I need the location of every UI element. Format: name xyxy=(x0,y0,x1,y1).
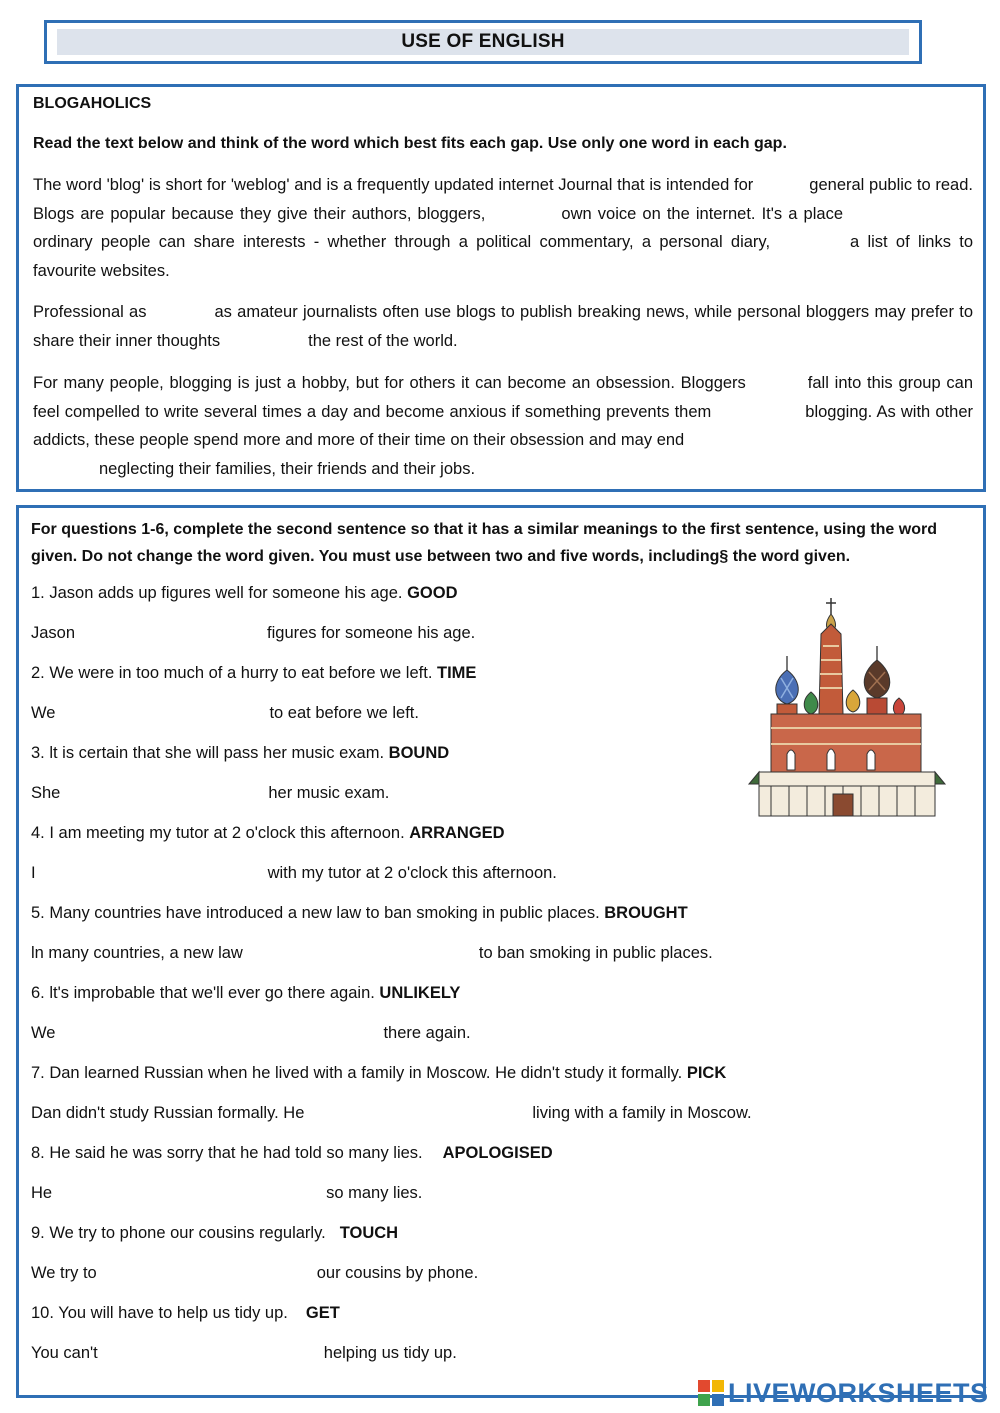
logo-icon xyxy=(698,1380,724,1406)
question-3 xyxy=(31,744,449,763)
question-8 xyxy=(31,1144,553,1163)
answer-start: Jason xyxy=(31,624,76,642)
liveworksheets-logo xyxy=(698,1377,989,1409)
answer-start: You can't xyxy=(31,1344,98,1362)
answer-end: to ban smoking in public places. xyxy=(478,944,713,962)
question-2 xyxy=(31,664,476,683)
answer-start: Dan didn't study Russian formally. He xyxy=(31,1104,305,1122)
text-span: a list of links to favourite websites. xyxy=(33,233,973,280)
answer-10 xyxy=(31,1344,457,1363)
answer-3 xyxy=(31,784,389,803)
answer-start: We xyxy=(31,704,56,722)
question-5 xyxy=(31,904,688,923)
answer-2 xyxy=(31,704,419,723)
answer-end: there again. xyxy=(383,1024,471,1042)
question-text: 8. He said he was sorry that he had told so many lies. xyxy=(31,1144,423,1162)
question-text: 5. Many countries have introduced a new law to ban smoking in public places. xyxy=(31,904,600,922)
answer-5 xyxy=(31,944,713,963)
keyword: GET xyxy=(305,1304,340,1322)
transformations-section xyxy=(16,505,986,1398)
answer-end: so many lies. xyxy=(326,1184,423,1202)
keyword: PICK xyxy=(686,1064,727,1082)
text-span: ordinary people can share interests - whether through a political commentary, a personal diary, xyxy=(33,233,771,252)
answer-end: helping us tidy up. xyxy=(323,1344,457,1362)
question-6 xyxy=(31,984,460,1003)
text-span: The word 'blog' is short for 'weblog' and is a frequently updated internet Journal that is intended for xyxy=(33,176,754,194)
text-span: Professional as xyxy=(33,303,147,321)
question-text: 2. We were in too much of a hurry to eat before we left. xyxy=(31,664,433,682)
answer-start: We try to xyxy=(31,1264,97,1282)
keyword: UNLIKELY xyxy=(379,984,461,1002)
answer-end: our cousins by phone. xyxy=(316,1264,479,1282)
question-text: 4. I am meeting my tutor at 2 o'clock this afternoon. xyxy=(31,824,405,842)
answer-6 xyxy=(31,1024,471,1043)
text-span: as amateur journalists often use blogs to publish breaking news, while personal bloggers may prefer to share their inner thoughts xyxy=(33,303,973,350)
question-text: 9. We try to phone our cousins regularly. xyxy=(31,1224,326,1242)
paragraph-3 xyxy=(33,369,973,483)
answer-end: her music exam. xyxy=(268,784,390,802)
keyword: TIME xyxy=(437,664,477,682)
text-span: own voice on the internet. It's a place xyxy=(561,204,843,223)
answer-4 xyxy=(31,864,557,883)
question-text: 1. Jason adds up figures well for someone his age. xyxy=(31,584,403,602)
reading-title: BLOGAHOLICS xyxy=(33,95,152,112)
transformations-instruction: For questions 1-6, complete the second sentence so that it has a similar meanings to the first sentence, using the word given. Do not change the word given. You must use between two and five words, including§ the word given. xyxy=(31,521,937,565)
text-span: the rest of the world. xyxy=(308,331,458,350)
answer-8 xyxy=(31,1184,422,1203)
question-text: 3. lt is certain that she will pass her music exam. xyxy=(31,744,385,762)
reading-section xyxy=(16,84,986,492)
question-text: 10. You will have to help us tidy up. xyxy=(31,1304,288,1322)
keyword: BROUGHT xyxy=(604,904,688,922)
question-text: 6. lt's improbable that we'll ever go there again. xyxy=(31,984,375,1002)
paragraph-1 xyxy=(33,171,973,285)
keyword: BOUND xyxy=(388,744,450,762)
answer-start: ln many countries, a new law xyxy=(31,944,243,962)
keyword: APOLOGISED xyxy=(442,1144,553,1162)
text-span: blogging. As with other addicts, these people spend more and more of their time on their obsession and may end xyxy=(33,402,973,450)
watermark-text: LIVEWORKSHEETS xyxy=(728,1377,989,1408)
keyword: TOUCH xyxy=(339,1224,399,1242)
question-4 xyxy=(31,824,505,843)
question-9 xyxy=(31,1224,398,1243)
answer-1 xyxy=(31,624,475,643)
question-1 xyxy=(31,584,457,603)
page-title: USE OF ENGLISH xyxy=(57,29,909,55)
keyword: GOOD xyxy=(407,584,458,602)
answer-end: to eat before we left. xyxy=(269,704,419,722)
text-span: neglecting their families, their friends and their jobs. xyxy=(99,459,476,478)
answer-start: We xyxy=(31,1024,56,1042)
answer-7 xyxy=(31,1104,752,1123)
answer-start: I xyxy=(31,864,36,882)
answer-end: living with a family in Moscow. xyxy=(532,1104,752,1122)
text-span: general public to read. Blogs are popular because they give their authors, bloggers, xyxy=(33,176,973,223)
text-span: fall into this group can feel compelled to write several times a day and become anxious if something prevents them xyxy=(33,374,974,421)
keyword: ARRANGED xyxy=(409,824,505,842)
answer-start: She xyxy=(31,784,61,802)
paragraph-2 xyxy=(33,298,973,355)
cathedral-illustration xyxy=(741,594,951,824)
reading-instruction: Read the text below and think of the word which best fits each gap. Use only one word in each gap. xyxy=(33,135,787,152)
answer-end: with my tutor at 2 o'clock this afternoon. xyxy=(267,864,557,882)
answer-start: He xyxy=(31,1184,53,1202)
question-10 xyxy=(31,1304,340,1323)
answer-9 xyxy=(31,1264,478,1283)
header-box xyxy=(44,20,922,64)
text-span: For many people, blogging is just a hobby, but for others it can become an obsession. Bloggers xyxy=(33,374,746,392)
question-text: 7. Dan learned Russian when he lived with a family in Moscow. He didn't study it formally. xyxy=(31,1064,683,1082)
answer-end: figures for someone his age. xyxy=(267,624,476,642)
question-7 xyxy=(31,1064,726,1083)
